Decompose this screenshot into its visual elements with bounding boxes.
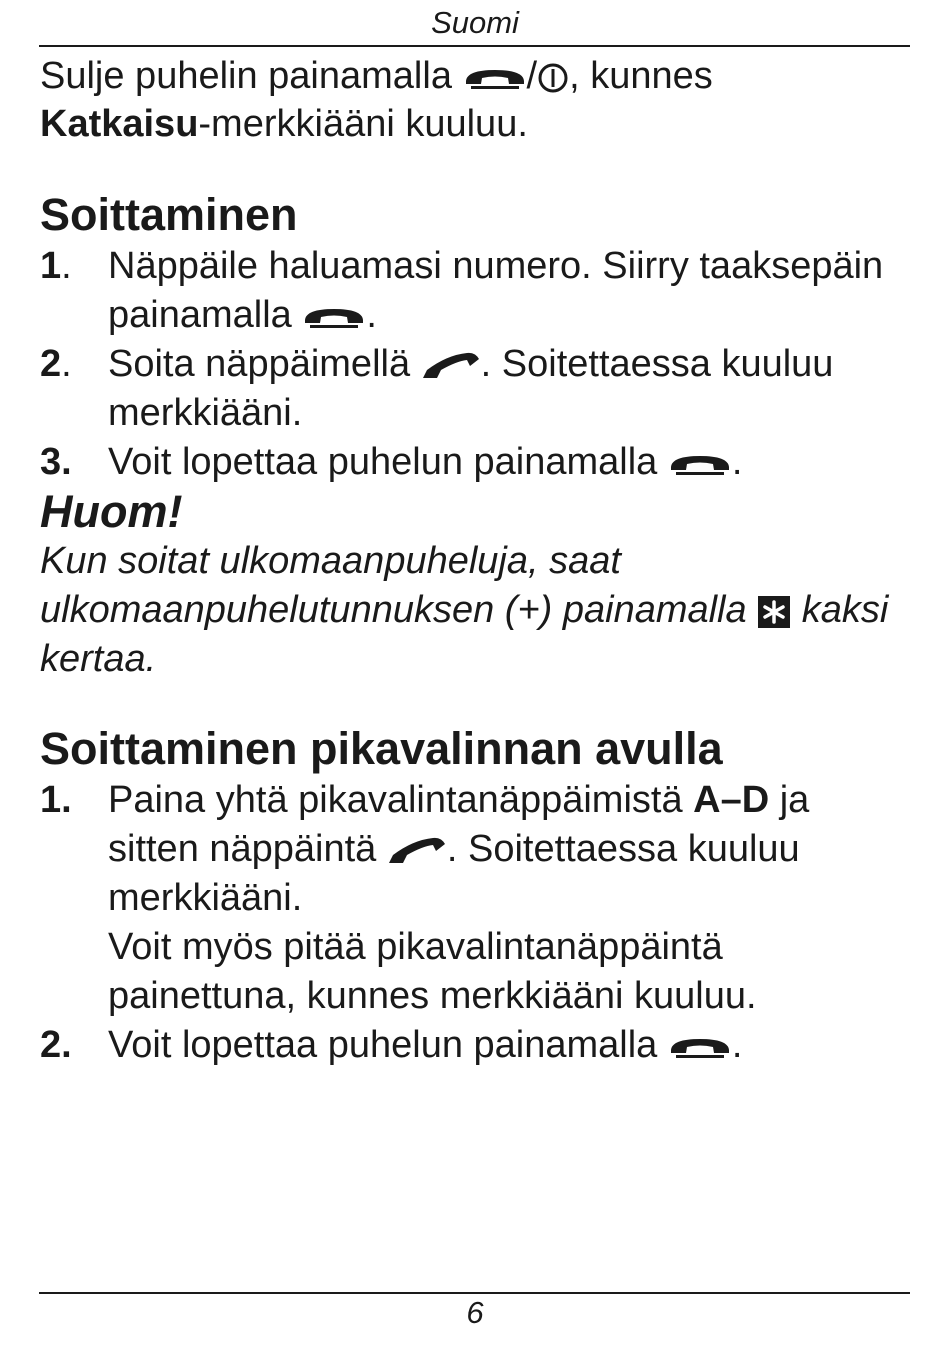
- intro-text-after: , kunnes: [569, 55, 713, 97]
- power-icon: [537, 62, 569, 94]
- step-number: 2.: [40, 343, 72, 385]
- step-text: Voit lopettaa puhelun painamalla .: [108, 1024, 743, 1066]
- katkaisu-bold: Katkaisu: [40, 103, 199, 145]
- page-header-language: Suomi: [431, 5, 519, 40]
- call-icon: [421, 351, 481, 381]
- intro-text-before: Sulje puhelin painamalla: [40, 55, 463, 97]
- step-text: Soita näppäimellä . Soitettaessa kuuluu merkkiääni.: [108, 343, 834, 434]
- intro-paragraph: [40, 52, 910, 148]
- calling-step-1: [40, 242, 910, 340]
- page-number: 6: [466, 1295, 484, 1330]
- note-title: Huom!: [40, 486, 183, 537]
- speed-dial-steps: [40, 776, 910, 1070]
- page-content: [40, 52, 910, 1070]
- step-text: Näppäile haluamasi numero. Siirry taaksepäin painamalla .: [108, 245, 884, 336]
- speed-dial-keys: A–D: [693, 779, 770, 821]
- calling-step-3: [40, 438, 910, 487]
- speed-dial-step-1: [40, 776, 910, 1021]
- end-call-icon: [302, 304, 366, 330]
- end-call-icon: [668, 451, 732, 477]
- section-title-soittaminen: Soittaminen: [40, 189, 298, 240]
- header-divider: [39, 45, 910, 47]
- step-text: Paina yhtä pikavalintanäppäimistä A–D ja sitten näppäintä . Soitettaessa kuuluu merkkiääni. Voit myös pitää pikavalintanäppäintä painettuna, kunnes merkkiääni kuuluu.: [108, 779, 810, 1017]
- section-title-speed-dial: Soittaminen pikavalinnan avulla: [40, 723, 723, 774]
- calling-steps: [40, 242, 910, 487]
- step-number: 3.: [40, 441, 72, 483]
- calling-step-2: [40, 340, 910, 438]
- step-number: 2.: [40, 1024, 72, 1066]
- step-text: Voit lopettaa puhelun painamalla .: [108, 441, 743, 483]
- speed-dial-step-2: [40, 1021, 910, 1070]
- note-text: Kun soitat ulkomaanpuheluja, saat ulkomaanpuhelutunnuksen (+) painamalla kaksi kertaa.: [40, 540, 889, 680]
- call-icon: [387, 836, 447, 866]
- end-call-icon: [463, 65, 527, 91]
- step-number: 1.: [40, 779, 72, 821]
- intro-text-end: -merkkiääni kuuluu.: [198, 103, 528, 145]
- end-call-icon: [668, 1034, 732, 1060]
- star-key-icon: [757, 595, 791, 629]
- intro-separator: /: [526, 55, 538, 97]
- step-number: 1.: [40, 245, 72, 287]
